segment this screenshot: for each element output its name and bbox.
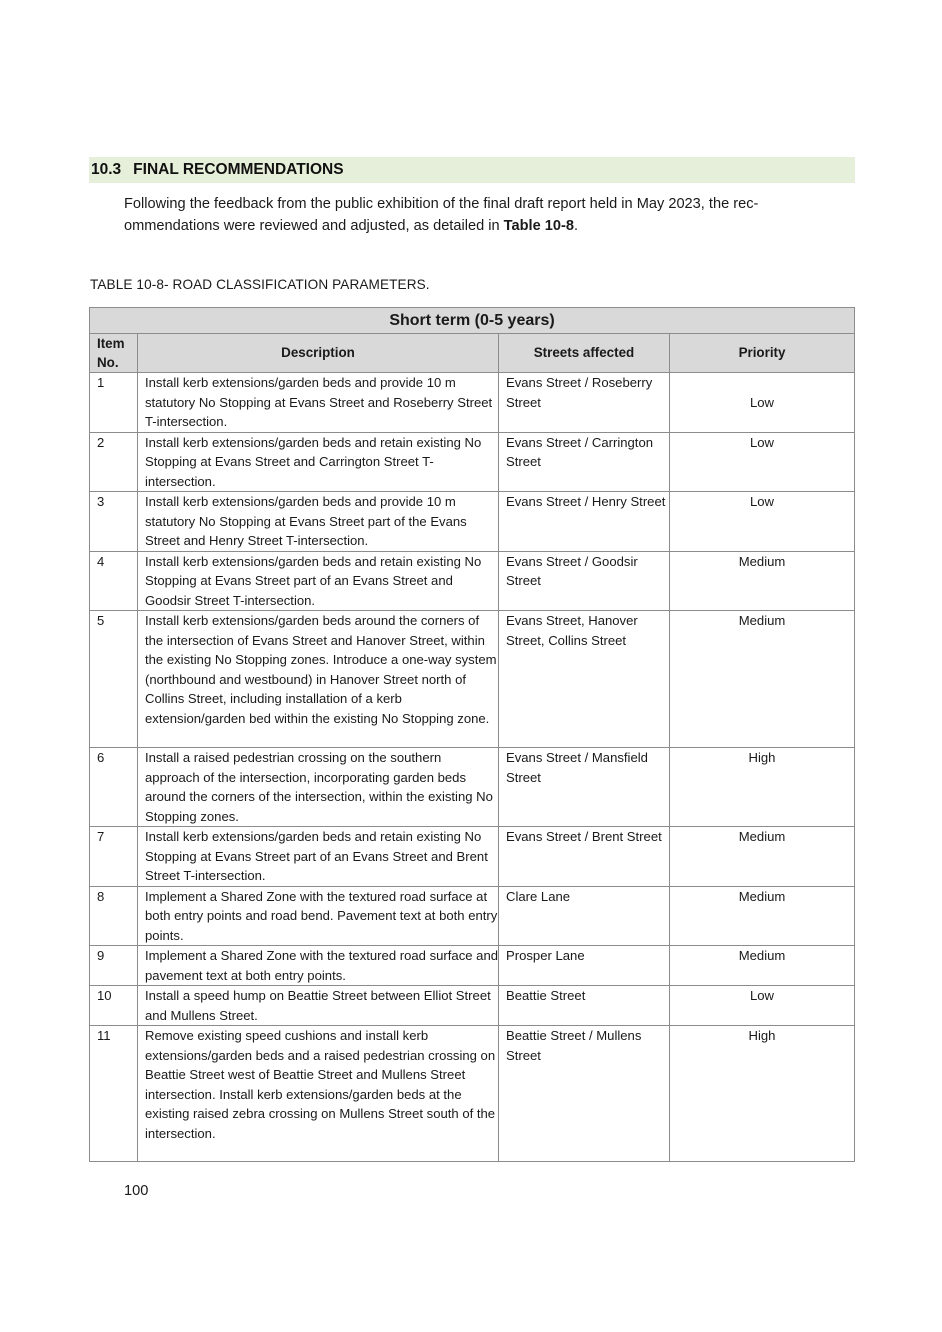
cell-item: 5 xyxy=(90,611,138,748)
cell-description: Install kerb extensions/garden beds and retain existing No Stopping at Evans Street part of an Evans Street and Goodsir Street T-intersection. xyxy=(138,551,499,611)
cell-streets: Evans Street / Carrington Street xyxy=(499,432,670,492)
table-row xyxy=(90,748,855,827)
cell-item: 2 xyxy=(90,432,138,492)
table-row xyxy=(90,611,855,748)
section-number: 10.3 xyxy=(91,161,122,178)
table-caption: TABLE 10-8- ROAD CLASSIFICATION PARAMETERS. xyxy=(90,277,430,292)
table-row xyxy=(90,886,855,946)
priority-value: Low xyxy=(749,394,775,410)
cell-streets: Clare Lane xyxy=(499,886,670,946)
cell-priority: Medium xyxy=(670,946,855,986)
cell-description: Remove existing speed cushions and install kerb extensions/garden beds and a raised pedestrian crossing on Beattie Street west of Beattie Street and Mullens Street intersection. Install kerb extensions/garden beds at the existing raised zebra crossing on Mullens Street south of the intersection. xyxy=(138,1026,499,1162)
cell-streets: Evans Street, Hanover Street, Collins Street xyxy=(499,611,670,748)
header-description: Description xyxy=(138,334,499,373)
cell-streets: Evans Street / Henry Street xyxy=(499,492,670,552)
header-priority: Priority xyxy=(670,334,855,373)
header-item: Item No. xyxy=(90,334,138,373)
table-reference: Table 10-8 xyxy=(503,218,574,234)
table-row xyxy=(90,373,855,433)
cell-streets: Beattie Street xyxy=(499,986,670,1026)
cell-item: 10 xyxy=(90,986,138,1026)
cell-streets: Evans Street / Roseberry Street xyxy=(499,373,670,433)
recommendations-table xyxy=(89,307,855,1162)
table-row xyxy=(90,946,855,986)
cell-priority: Low xyxy=(670,492,855,552)
cell-priority: Medium xyxy=(670,611,855,748)
cell-streets: Evans Street / Brent Street xyxy=(499,827,670,887)
cell-priority: Medium xyxy=(670,827,855,887)
page-number: 100 xyxy=(124,1183,149,1199)
section-heading xyxy=(89,157,855,183)
cell-streets: Prosper Lane xyxy=(499,946,670,986)
table-row xyxy=(90,827,855,887)
cell-priority: High xyxy=(670,1026,855,1162)
cell-item: 8 xyxy=(90,886,138,946)
cell-priority xyxy=(670,373,855,433)
table-row xyxy=(90,551,855,611)
cell-item: 11 xyxy=(90,1026,138,1162)
cell-description: Install a speed hump on Beattie Street between Elliot Street and Mullens Street. xyxy=(138,986,499,1026)
cell-streets: Evans Street / Goodsir Street xyxy=(499,551,670,611)
cell-streets: Evans Street / Mansfield Street xyxy=(499,748,670,827)
cell-description: Install kerb extensions/garden beds and provide 10 m statutory No Stopping at Evans Street and Roseberry Street T-intersection. xyxy=(138,373,499,433)
cell-description: Install kerb extensions/garden beds and retain existing No Stopping at Evans Street and Carrington Street T-intersection. xyxy=(138,432,499,492)
cell-description: Implement a Shared Zone with the textured road surface at both entry points and road bend. Pavement text at both entry points. xyxy=(138,886,499,946)
table-header-row xyxy=(90,334,855,373)
cell-item: 7 xyxy=(90,827,138,887)
cell-item: 3 xyxy=(90,492,138,552)
cell-item: 6 xyxy=(90,748,138,827)
cell-streets: Beattie Street / Mullens Street xyxy=(499,1026,670,1162)
table-row xyxy=(90,1026,855,1162)
cell-priority: High xyxy=(670,748,855,827)
intro-text-end: . xyxy=(573,218,579,234)
cell-item: 1 xyxy=(90,373,138,433)
cell-description: Implement a Shared Zone with the textured road surface and pavement text at both entry points. xyxy=(138,946,499,986)
cell-description: Install kerb extensions/garden beds and provide 10 m statutory No Stopping at Evans Street part of the Evans Street and Henry Street T-intersection. xyxy=(138,492,499,552)
cell-item: 9 xyxy=(90,946,138,986)
cell-priority: Medium xyxy=(670,551,855,611)
cell-description: Install kerb extensions/garden beds and retain existing No Stopping at Evans Street part of an Evans Street and Brent Street T-intersection. xyxy=(138,827,499,887)
section-title: FINAL RECOMMENDATIONS xyxy=(133,161,344,178)
cell-item: 4 xyxy=(90,551,138,611)
table-title-row xyxy=(90,308,855,334)
intro-text: Following the feedback from the public exhibition of the final draft report held in May 2023, the rec-ommendations were reviewed and adjusted, as detailed in xyxy=(124,196,759,234)
cell-description: Install a raised pedestrian crossing on the southern approach of the intersection, incorporating garden beds around the corners of the intersection, within the existing No Stopping zones. xyxy=(138,748,499,827)
table-title: Short term (0-5 years) xyxy=(90,308,855,334)
table-row xyxy=(90,432,855,492)
header-streets: Streets affected xyxy=(499,334,670,373)
cell-priority: Low xyxy=(670,986,855,1026)
cell-description: Install kerb extensions/garden beds around the corners of the intersection of Evans Street and Hanover Street, within the existing No Stopping zones. Introduce a one-way system (northbound and westbound) in Hanover Street north of Collins Street, including installation of a kerb extension/garden bed within the existing No Stopping zone. xyxy=(138,611,499,748)
table-row xyxy=(90,492,855,552)
cell-priority: Medium xyxy=(670,886,855,946)
cell-priority: Low xyxy=(670,432,855,492)
intro-paragraph xyxy=(124,193,844,237)
table-row xyxy=(90,986,855,1026)
